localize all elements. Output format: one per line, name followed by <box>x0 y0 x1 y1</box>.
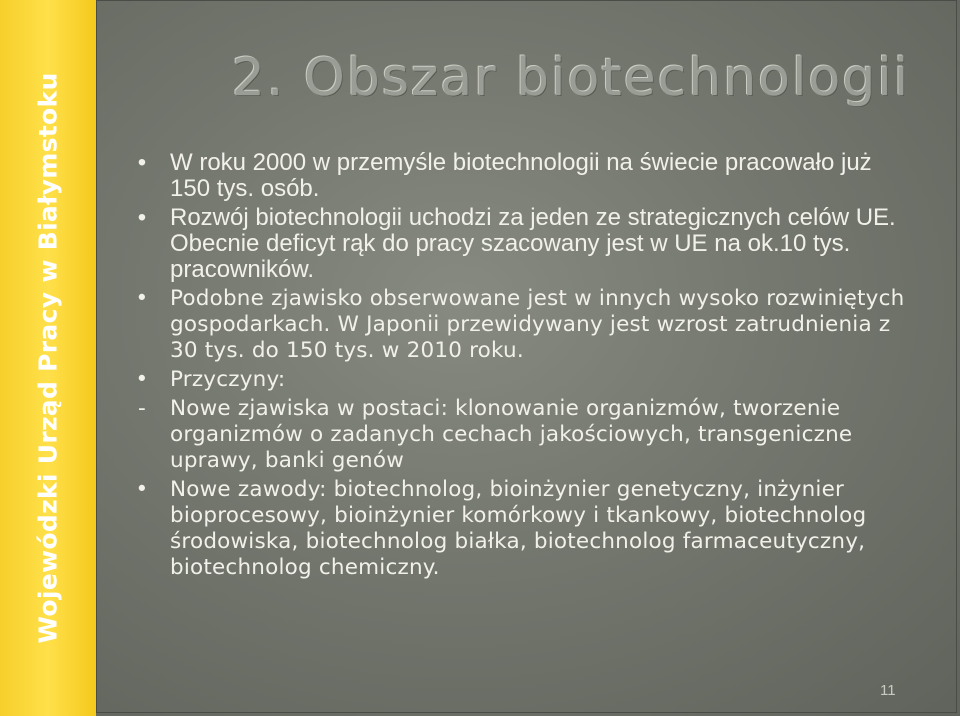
list-item-text: Nowe zawody: biotechnolog, bioinżynier genetyczny, inżynier bioprocesowy, bioinżynier komórkowy i tkankowy, biotechnolog środowiska, biotechnolog białka, biotechnolog farmaceutyczny, biotechnolog chemiczny. <box>170 477 867 580</box>
list-item <box>126 396 906 474</box>
list-item <box>126 150 906 202</box>
list-item <box>126 286 906 364</box>
list-item-text: Podobne zjawisko obserwowane jest w innych wysoko rozwiniętych gospodarkach. W Japonii przewidywany jest wzrost zatrudnienia z 30 tys. do 150 tys. w 2010 roku. <box>170 286 905 363</box>
bullet-marker: • <box>135 477 149 502</box>
list-item-text: Rozwój biotechnologii uchodzi za jeden ze strategicznych celów UE. Obecnie deficyt rąk do pracy szacowany jest w UE na ok.10 tys. pracowników. <box>170 204 896 283</box>
bullet-marker: • <box>137 149 147 176</box>
bullet-marker: • <box>135 286 149 311</box>
slide-title: 2. Obszar biotechnologii <box>231 48 910 108</box>
list-item <box>126 205 906 283</box>
bullet-marker: • <box>137 204 147 231</box>
list-item <box>126 367 906 393</box>
bullet-marker: • <box>135 367 149 392</box>
sidebar-organization-name: Wojewódzki Urząd Pracy w Białymstoku <box>33 72 63 644</box>
list-item-text: W roku 2000 w przemyśle biotechnologii na świecie pracowało już 150 tys. osób. <box>170 149 872 202</box>
page-number: 11 <box>880 682 896 699</box>
list-item-text: Nowe zjawiska w postaci: klonowanie organizmów, tworzenie organizmów o zadanych cechach jakościowych, transgeniczne uprawy, banki genów <box>170 396 853 473</box>
list-item <box>126 477 906 581</box>
list-item-text: Przyczyny: <box>170 367 286 392</box>
sidebar-banner <box>0 0 96 716</box>
bullet-list <box>126 150 906 584</box>
dash-marker: - <box>138 396 146 421</box>
